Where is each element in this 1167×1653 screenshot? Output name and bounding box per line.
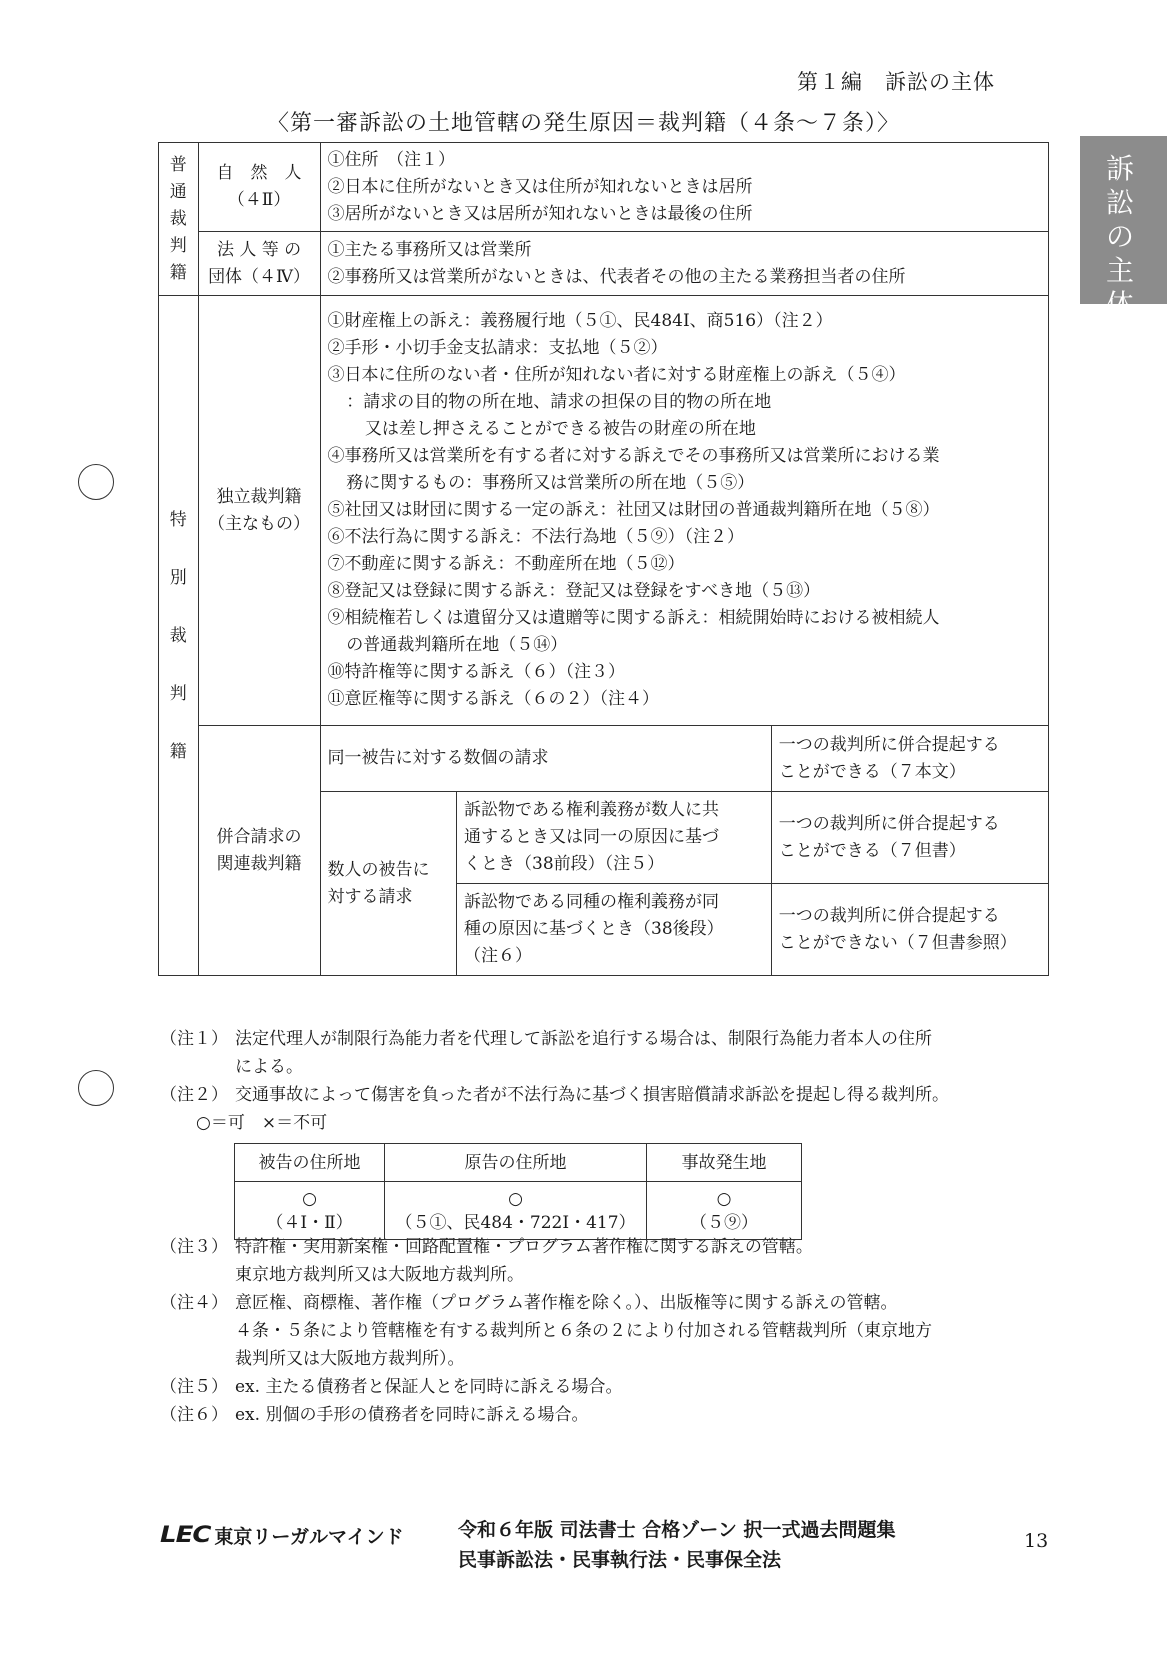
sub-cell: ○ （５①、民484・722Ⅰ・417） [385, 1182, 647, 1240]
binder-hole-icon [78, 1070, 114, 1106]
side-tab-char: 主 [1105, 254, 1134, 287]
same-defendant-result: 一つの裁判所に併合提起する ことができる（７本文） [771, 726, 1048, 792]
page-title: 〈第一審訴訟の土地管轄の発生原因＝裁判籍（４条〜７条）〉 [266, 111, 900, 136]
chapter-header: 第１編 訴訟の主体 [797, 70, 995, 94]
side-tab-char: 体 [1105, 288, 1134, 321]
dokuritsu-content: ①財産権上の訴え：義務履行地（５①、民484Ⅰ、商516）（注２） ②手形・小切手金支払請求：支払地（５②） ③日本に住所のない者・住所が知れない者に対する財産権上の訴え（５④） ：請求の目的物の所在地、請求の担保の目的物の所在地 又は差し押さえることができる被告の財産の所在地 ④事務所又は営業所を有する者に対する訴えでその事務所又は営業所における業 務に関するもの：事務所又は営業所の所在地（５⑤） ⑤社団又は財団に関する一定の訴え：社団又は財団の普通裁判籍所在地（５⑧） ⑥不法行為に関する訴え：不法行為地（５⑨）（注２） ⑦不動産に関する訴え：不動産所在地（５⑫） ⑧登記又は登録に関する訴え：登記又は登録をすべき地（５⑬） ⑨相続権若しくは遺留分又は遺贈等に関する訴え：相続開始時における被相続人 の普通裁判籍所在地（５⑭） ⑩特許権等に関する訴え（６）（注３） ⑪意匠権等に関する訴え（６の２）（注４） [320, 296, 1048, 726]
same-defendant-claims: 同一被告に対する数個の請求 [320, 726, 771, 792]
tokubetsu-label: 特 別 裁 判 籍 [159, 296, 199, 976]
sub-cell: ○ （５⑨） [647, 1182, 802, 1240]
note-5: （注５） ex. 主たる債務者と保証人とを同時に訴える場合。 [160, 1377, 623, 1397]
hojin-content: ①主たる事務所又は営業所 ②事務所又は営業所がないときは、代表者その他の主たる業務担当者の住所 [320, 232, 1048, 296]
multi-defendant-label: 数人の被告に 対する請求 [320, 792, 457, 976]
lec-mark: LEC [160, 1522, 211, 1548]
shizenjin-label: 自 然 人 （４Ⅱ） [198, 143, 320, 232]
same-kind-rights-result: 一つの裁判所に併合提起する ことができない（７但書参照） [771, 884, 1048, 976]
note-6: （注６） ex. 別個の手形の債務者を同時に訴える場合。 [160, 1405, 589, 1425]
joint-rights-condition: 訴訟物である権利義務が数人に共 通するとき又は同一の原因に基づ くとき（38前段）（注５） [457, 792, 772, 884]
jurisdiction-table [158, 142, 1049, 976]
legend: ○＝可 ×＝不可 [196, 1113, 328, 1133]
dokuritsu-label: 独立裁判籍 （主なもの） [198, 296, 320, 726]
futsu-label: 普 通 裁 判 籍 [159, 143, 199, 296]
note-2: （注２） 交通事故によって傷害を負った者が不法行為に基づく損害賠償請求訴訟を提起し得る裁判所。 [160, 1085, 949, 1105]
shizenjin-content: ①住所 （注１） ②日本に住所がないとき又は住所が知れないときは居所 ③居所がないとき又は居所が知れないときは最後の住所 [320, 143, 1048, 232]
publisher-name: 東京リーガルマインド [214, 1525, 404, 1548]
note-3: （注３） 特許権・実用新案権・回路配置権・プログラム著作権に関する訴えの管轄。 東京地方裁判所又は大阪地方裁判所。 [160, 1237, 813, 1285]
page-number: 13 [1024, 1530, 1049, 1552]
side-tab-char: 訟 [1105, 186, 1134, 219]
heigo-label: 併合請求の 関連裁判籍 [198, 726, 320, 976]
joint-rights-result: 一つの裁判所に併合提起する ことができる（７但書） [771, 792, 1048, 884]
publisher-logo [160, 1520, 404, 1550]
chapter-side-tab[interactable] [1080, 136, 1167, 321]
binder-hole-icon [78, 464, 114, 500]
side-tab-char: 訴 [1105, 152, 1134, 185]
hojin-label: 法 人 等 の 団体（４Ⅳ） [198, 232, 320, 296]
sub-header: 事故発生地 [647, 1144, 802, 1182]
book-title: 令和６年版 司法書士 合格ゾーン 択一式過去問題集 民事訴訟法・民事執行法・民事保全法 [458, 1519, 896, 1571]
note-1: （注１） 法定代理人が制限行為能力者を代理して訴訟を追行する場合は、制限行為能力者本人の住所 による。 [160, 1029, 932, 1077]
same-kind-rights-condition: 訴訟物である同種の権利義務が同 種の原因に基づくとき（38後段） （注６） [457, 884, 772, 976]
sub-header: 原告の住所地 [385, 1144, 647, 1182]
accident-jurisdiction-table [234, 1143, 802, 1240]
sub-header: 被告の住所地 [235, 1144, 385, 1182]
sub-cell: ○ （４Ⅰ・Ⅱ） [235, 1182, 385, 1240]
side-tab-char: の [1105, 220, 1134, 253]
note-4: （注４） 意匠権、商標権、著作権（プログラム著作権を除く。）、出版権等に関する訴えの管轄。 ４条・５条により管轄権を有する裁判所と６条の２により付加される管轄裁判所（東京地方 裁判所又は大阪地方裁判所）。 [160, 1293, 932, 1369]
